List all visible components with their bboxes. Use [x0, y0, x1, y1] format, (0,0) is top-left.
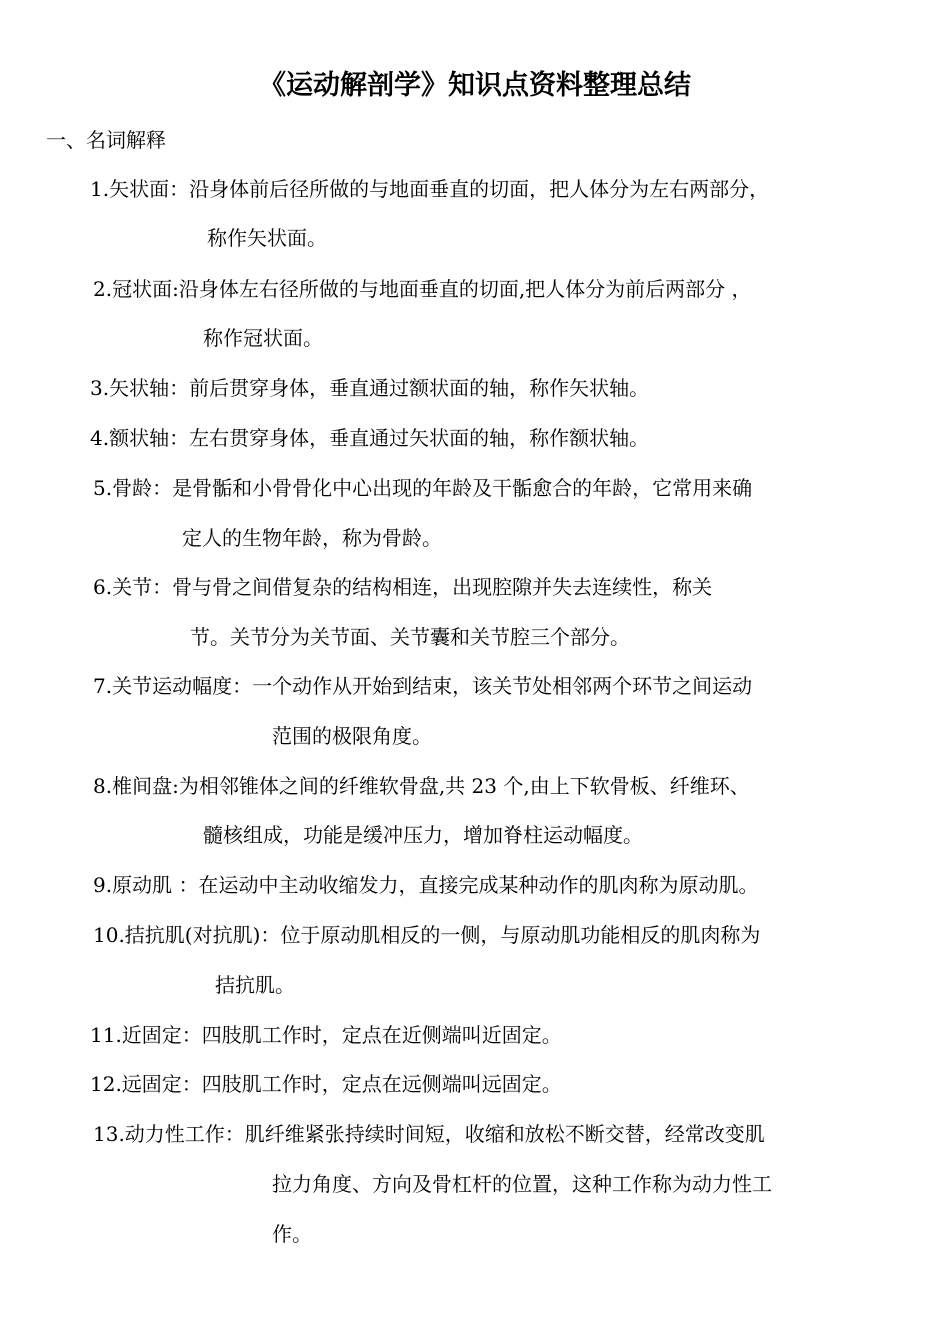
entry-13-line-3: 作。: [272, 1222, 312, 1246]
entry-4-line-1: 4.额状轴：左右贯穿身体，垂直通过矢状面的轴，称作额状轴。: [90, 426, 650, 450]
entry-2-line-2: 称作冠状面。: [203, 326, 323, 350]
entry-7-line-1: 7.关节运动幅度：一个动作从开始到结束，该关节处相邻两个环节之间运动: [93, 674, 753, 698]
entry-10-line-1: 10.拮抗肌(对抗肌)：位于原动肌相反的一侧，与原动肌功能相反的肌肉称为: [93, 923, 761, 947]
entry-6-line-1: 6.关节：骨与骨之间借复杂的结构相连，出现腔隙并失去连续性，称关: [93, 575, 713, 599]
document-title: 《运动解剖学》知识点资料整理总结: [259, 70, 691, 101]
entry-1-line-1: 1.矢状面：沿身体前后径所做的与地面垂直的切面，把人体分为左右两部分，: [90, 177, 770, 201]
entry-5-line-2: 定人的生物年龄，称为骨龄。: [182, 526, 442, 550]
entry-13-line-2: 拉力角度、方向及骨杠杆的位置，这种工作称为动力性工: [272, 1172, 772, 1196]
entry-3-line-1: 3.矢状轴：前后贯穿身体，垂直通过额状面的轴，称作矢状轴。: [90, 376, 650, 400]
entry-8-line-2: 髓核组成，功能是缓冲压力，增加脊柱运动幅度。: [203, 823, 643, 847]
entry-1-line-2: 称作矢状面。: [207, 226, 327, 250]
entry-6-line-2: 节。关节分为关节面、关节囊和关节腔三个部分。: [190, 625, 630, 649]
entry-12-line-1: 12.远固定：四肢肌工作时，定点在远侧端叫远固定。: [90, 1072, 562, 1096]
entry-5-line-1: 5.骨龄：是骨骺和小骨骨化中心出现的年龄及干骺愈合的年龄，它常用来确: [93, 476, 753, 500]
section-heading: 一、名词解释: [46, 128, 166, 152]
entry-9-line-1: 9.原动肌 ：在运动中主动收缩发力，直接完成某种动作的肌肉称为原动肌。: [93, 873, 759, 897]
entry-10-line-2: 拮抗肌。: [215, 973, 295, 997]
entry-11-line-1: 11.近固定：四肢肌工作时，定点在近侧端叫近固定。: [90, 1023, 562, 1047]
entry-7-line-2: 范围的极限角度。: [272, 724, 432, 748]
entry-2-line-1: 2.冠状面:沿身体左右径所做的与地面垂直的切面,把人体分为前后两部分 ，: [93, 277, 752, 301]
entry-13-line-1: 13.动力性工作：肌纤维紧张持续时间短，收缩和放松不断交替，经常改变肌: [93, 1122, 765, 1146]
entry-8-line-1: 8.椎间盘:为相邻锥体之间的纤维软骨盘,共 23 个,由上下软骨板、纤维环、: [93, 774, 750, 798]
